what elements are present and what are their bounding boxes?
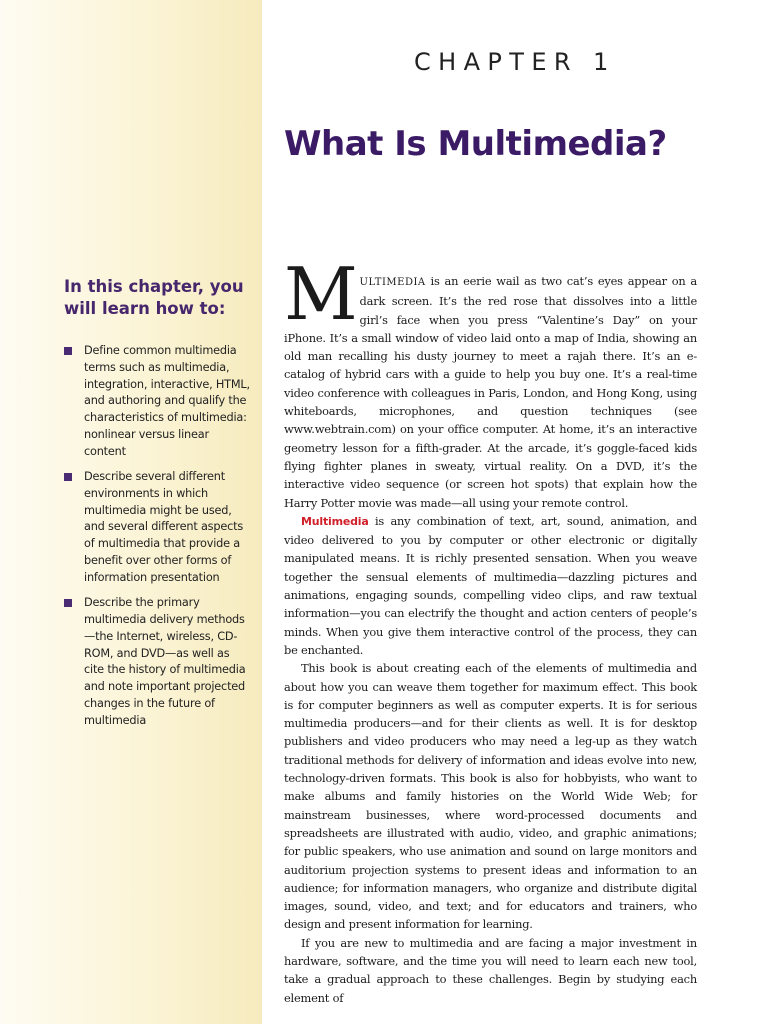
square-bullet-icon xyxy=(64,347,72,355)
list-item xyxy=(64,595,250,729)
list-item xyxy=(64,343,250,461)
page-title: What Is Multimedia? xyxy=(284,124,667,164)
paragraph xyxy=(284,512,697,659)
square-bullet-icon xyxy=(64,599,72,607)
square-bullet-icon xyxy=(64,473,72,481)
sidebar-heading: In this chapter, you will learn how to: xyxy=(64,277,244,318)
body-text xyxy=(284,252,697,1007)
paragraph: If you are new to multimedia and are facing a major investment in hardware, software, and the time you will need to learn each new tool, take a gradual approach to these challenges. Begin by studying each element of xyxy=(284,935,697,1005)
paragraph-text: is any combination of text, art, sound, animation, and video delivered to you by computer or other electronic or digitally manipulated means. It is richly presented sensation. When you weave together the sensual elements of multimedia—dazzling pictures and animations, engaging sounds, compelling video clips, and raw textual information—you can electrify the thought and action centers of people’s minds. When you give them interactive control of the process, they can be enchanted. xyxy=(284,513,697,657)
paragraph: This book is about creating each of the elements of multimedia and about how you can weave them together for maximum effect. This book is for computer beginners as well as computer experts. It is for serious multimedia producers—and for their clients as well. It is for desktop publishers and video producers who may need a leg-up as they watch traditional methods for delivery of information and ideas evolve into new, technology-driven formats. This book is also for hobbyists, who want to make albums and family histories on the World Wide Web; for mainstream businesses, where word-processed documents and spreadsheets are illustrated with audio, video, and graphic animations; for public speakers, who use animation and sound on large monitors and auditorium projection systems to present ideas and information to an audience; for information managers, who organize and distribute digital images, sound, video, and text; and for educators and trainers, who design and present information for learning. xyxy=(284,661,697,932)
objective-text: Describe the primary multimedia delivery methods—the Internet, wireless, CD-ROM, and DVD—as well as cite the history of multimedia and note important projected changes in the future of multimedia xyxy=(84,596,246,727)
objective-text: Describe several different environments in which multimedia might be used, and several different aspects of multimedia that provide a benefit over other forms of information presentation xyxy=(84,470,244,584)
objectives-list xyxy=(64,343,250,738)
paragraph-text: is an eerie wail as two cat’s eyes appear on a dark screen. It’s the red rose that dissolves into a little girl’s face when you press “Valentine’s Day” on your iPhone. It’s a small window of video laid onto a map of India, showing an old man recalling his dusty journey to meet a rajah there. It’s an e-catalog of hybrid cars with a guide to help you buy one. It’s a real-time video conference with colleagues in Paris, London, and Hong Kong, using whiteboards, microphones, and question techniques (see www.webtrain.com) on your office computer. At home, it’s an interactive geometry lesson for a fifth-grader. At the arcade, it’s goggle-faced kids flying fighter planes in sweaty, virtual reality. On a DVD, it’s the interactive video sequence (or screen hot spots) that explain how the Harry Potter movie was made—all using your remote control. xyxy=(284,274,697,510)
drop-cap: M xyxy=(284,252,358,336)
chapter-label: CHAPTER 1 xyxy=(414,48,616,76)
list-item xyxy=(64,469,250,587)
key-term: Multimedia xyxy=(301,514,369,528)
objective-text: Define common multimedia terms such as multimedia, integration, interactive, HTML, and authoring and qualify the characteristics of multimedia: nonlinear versus linear content xyxy=(84,344,250,458)
sidebar-panel xyxy=(0,0,262,1024)
lead-word: ULTIMEDIA xyxy=(359,277,426,288)
paragraph xyxy=(284,252,697,512)
